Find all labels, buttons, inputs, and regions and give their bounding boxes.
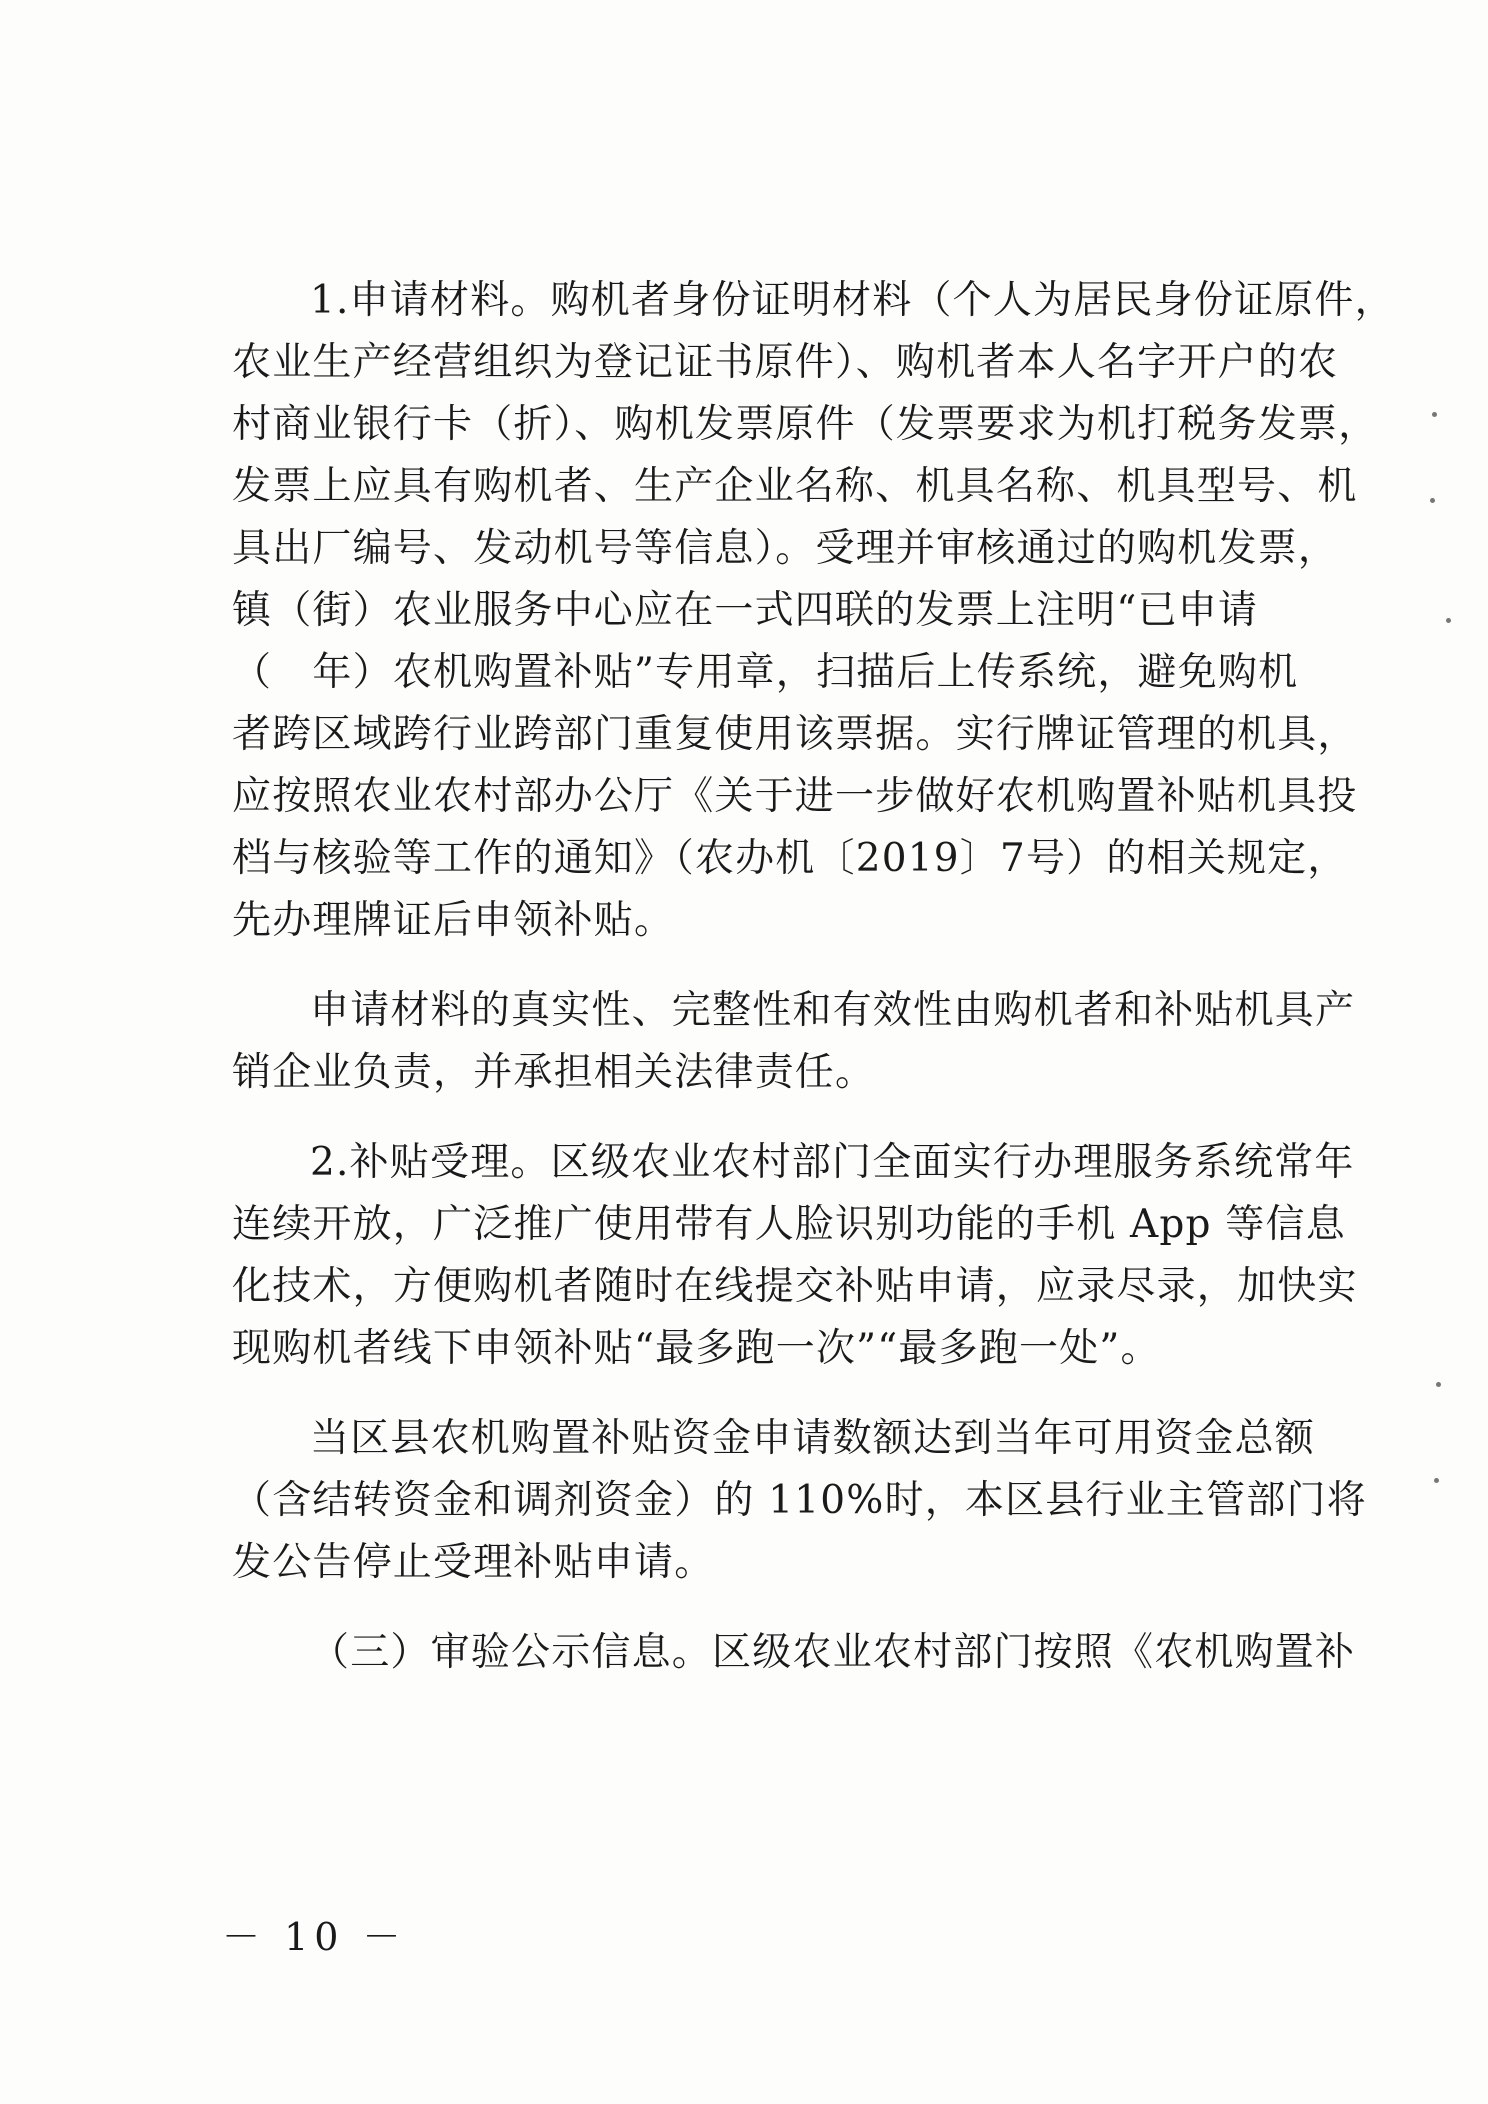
scan-speck <box>1430 498 1435 503</box>
text-line: 先办理牌证后申领补贴。 <box>232 898 675 943</box>
text-line: 者跨区域跨行业跨部门重复使用该票据。实行牌证管理的机具， <box>232 712 1358 757</box>
text-line: 销企业负责，并承担相关法律责任。 <box>232 1050 876 1095</box>
text-line: 1.申请材料。购机者身份证明材料（个人为居民身份证原件， <box>310 278 1395 323</box>
text-line: （三）审验公示信息。区级农业农村部门按照《农机购置补 <box>310 1630 1356 1675</box>
text-line: 镇（街）农业服务中心应在一式四联的发票上注明“已申请 <box>232 588 1259 633</box>
text-line: 当区县农机购置补贴资金申请数额达到当年可用资金总额 <box>310 1416 1316 1461</box>
scan-speck <box>1446 618 1451 623</box>
text-line: 连续开放，广泛推广使用带有人脸识别功能的手机 App 等信息 <box>232 1202 1346 1247</box>
paragraph-application-materials <box>232 270 1395 952</box>
text-line: 发票上应具有购机者、生产企业名称、机具名称、机具型号、机 <box>232 464 1358 509</box>
document-body <box>232 270 1395 1684</box>
text-line: 农业生产经营组织为登记证书原件）、购机者本人名字开户的农 <box>232 340 1339 385</box>
text-line: 应按照农业农村部办公厅《关于进一步做好农机购置补贴机具投 <box>232 774 1358 819</box>
scan-speck <box>1436 1382 1441 1387</box>
text-line: 村商业银行卡（折）、购机发票原件（发票要求为机打税务发票， <box>232 402 1379 447</box>
text-line: 发公告停止受理补贴申请。 <box>232 1540 715 1585</box>
paragraph-subsidy-acceptance <box>232 1132 1358 1380</box>
text-line: 现购机者线下申领补贴“最多跑一次”“最多跑一处”。 <box>232 1326 1161 1371</box>
text-line: 2.补贴受理。区级农业农村部门全面实行办理服务系统常年 <box>310 1140 1355 1185</box>
paragraph-review-publicity <box>232 1622 1356 1684</box>
page-number: － 10 － <box>222 1915 407 1959</box>
scan-speck <box>1432 412 1437 417</box>
text-line: 化技术，方便购机者随时在线提交补贴申请，应录尽录，加快实 <box>232 1264 1358 1309</box>
paragraph-funding-threshold <box>232 1408 1367 1594</box>
text-line: 具出厂编号、发动机号等信息）。受理并审核通过的购机发票， <box>232 526 1339 571</box>
text-line: （ 年）农机购置补贴”专用章，扫描后上传系统，避免购机 <box>232 650 1299 695</box>
text-line: 申请材料的真实性、完整性和有效性由购机者和补贴机具产 <box>310 988 1356 1033</box>
paragraph-material-authenticity <box>232 980 1356 1104</box>
scan-speck <box>1434 1478 1439 1483</box>
text-line: （含结转资金和调剂资金）的 110%时，本区县行业主管部门将 <box>232 1478 1367 1523</box>
text-line: 档与核验等工作的通知》（农办机〔2019〕7号）的相关规定， <box>232 836 1348 881</box>
